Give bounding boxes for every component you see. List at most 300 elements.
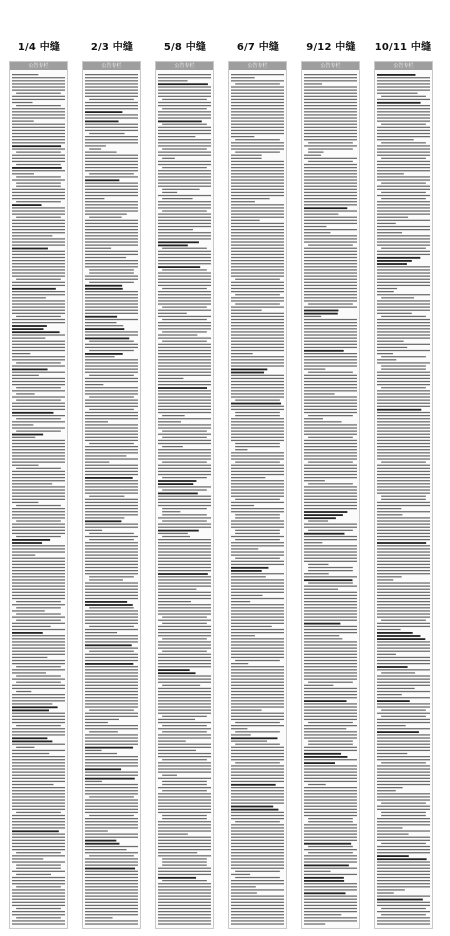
ad-text-line [381, 462, 426, 463]
ad-text-line [377, 920, 430, 921]
ad-text-line [158, 744, 211, 745]
ad-text-line [304, 204, 357, 205]
ad-text-line [16, 601, 61, 602]
ad-text-line [158, 403, 211, 404]
ad-text-line [85, 356, 115, 357]
ad-text-line [231, 911, 284, 912]
ad-text-line [231, 592, 284, 593]
ad-text-line [89, 99, 134, 100]
ad-text-line [304, 412, 357, 413]
ad-text-line [377, 266, 430, 267]
ad-text-line [158, 542, 211, 543]
ad-text-line [12, 300, 65, 301]
ad-text-line [12, 834, 65, 835]
ad-text-line [377, 310, 430, 311]
ad-text-line [85, 458, 138, 459]
ad-text-line [85, 300, 138, 301]
ad-text-line [158, 322, 211, 323]
ad-text-line [304, 536, 357, 537]
ad-heading-line [158, 877, 196, 879]
ad-text-line [12, 796, 65, 797]
ad-text-line [85, 648, 138, 649]
ad-text-line [304, 446, 357, 447]
ad-text-line [158, 80, 188, 81]
ad-text-line [377, 279, 430, 280]
ad-text-line [304, 781, 357, 782]
ad-text-line [85, 310, 138, 311]
ad-text-line [304, 192, 357, 193]
ad-text-line [231, 635, 255, 636]
ad-text-line [12, 744, 65, 745]
ad-text-line [377, 756, 430, 757]
ad-text-line [377, 86, 430, 87]
ad-text-line [85, 762, 138, 763]
ad-text-line [158, 465, 211, 466]
ad-text-line [85, 657, 138, 658]
ad-text-line [377, 452, 430, 453]
ad-text-line [162, 880, 207, 881]
ad-text-line [304, 539, 357, 540]
ad-text-line [377, 291, 394, 292]
strip-text-body [158, 72, 211, 926]
ad-text-line [231, 849, 284, 850]
ad-text-line [12, 229, 65, 230]
ad-text-line [231, 719, 284, 720]
ad-text-line [304, 105, 357, 106]
ad-text-line [158, 570, 211, 571]
ad-text-line [12, 263, 65, 264]
ad-text-line [231, 524, 284, 525]
ad-text-line [158, 207, 211, 208]
ad-heading-line [304, 892, 346, 894]
ad-text-line [231, 582, 284, 583]
ad-text-line [304, 375, 357, 376]
gutter-strip-6-7[interactable] [228, 61, 287, 929]
ad-text-line [231, 362, 284, 363]
ad-text-line [231, 710, 262, 711]
ad-text-line [12, 303, 65, 304]
ad-heading-line [12, 539, 50, 541]
ad-text-line [12, 266, 65, 267]
ad-text-line [85, 880, 138, 881]
ad-text-line [85, 899, 138, 900]
gutter-strip-9-12[interactable] [301, 61, 360, 929]
ad-text-line [377, 443, 430, 444]
ad-text-line [158, 533, 188, 534]
ad-text-line [304, 300, 357, 301]
ad-text-line [304, 840, 357, 841]
ad-heading-line [85, 868, 135, 870]
ad-text-line [12, 567, 65, 568]
ad-text-line [377, 489, 430, 490]
ad-text-line [377, 821, 430, 822]
ad-text-line [231, 458, 284, 459]
ad-text-line [231, 179, 284, 180]
ad-text-line [158, 849, 211, 850]
ad-heading-line [377, 858, 427, 860]
ad-text-line [85, 372, 138, 373]
ad-text-line [158, 799, 211, 800]
ad-text-line [12, 378, 65, 379]
ad-text-line [304, 387, 357, 388]
ad-text-line [304, 179, 357, 180]
ad-heading-line [85, 843, 119, 845]
ad-text-line [158, 325, 211, 326]
ad-text-line [162, 489, 207, 490]
ad-text-line [158, 142, 211, 143]
ad-text-line [85, 737, 138, 738]
ad-text-line [12, 489, 65, 490]
ad-text-line [85, 424, 138, 425]
ad-text-line [304, 728, 346, 729]
ad-text-line [304, 241, 357, 242]
ad-text-line [85, 412, 138, 413]
ad-text-line [158, 170, 211, 171]
ad-text-line [85, 886, 138, 887]
ad-text-line [304, 381, 357, 382]
ad-text-line [12, 806, 65, 807]
ad-text-line [377, 155, 430, 156]
ad-heading-line [304, 756, 347, 758]
ad-text-line [231, 548, 258, 549]
ad-text-line [162, 725, 207, 726]
ad-text-line [12, 598, 65, 599]
ad-text-line [377, 607, 430, 608]
ad-text-line [12, 114, 65, 115]
ad-text-line [12, 257, 65, 258]
ad-text-line [12, 142, 65, 143]
ad-text-line [377, 641, 430, 642]
ad-text-line [235, 722, 280, 723]
ad-text-line [231, 105, 284, 106]
ad-text-line [12, 762, 65, 763]
ad-text-line [235, 530, 280, 531]
ad-text-line [231, 465, 284, 466]
ad-text-line [304, 158, 357, 159]
ad-text-line [12, 809, 65, 810]
ad-text-line [12, 586, 65, 587]
ad-text-line [85, 90, 138, 91]
ad-text-line [158, 874, 211, 875]
ad-text-line [304, 378, 357, 379]
ad-heading-line [231, 567, 268, 569]
ad-text-line [304, 201, 357, 202]
ad-text-line [158, 517, 211, 518]
ad-text-line [158, 455, 211, 456]
ad-heading-line [85, 121, 119, 123]
ad-text-line [231, 331, 284, 332]
ad-text-line [231, 353, 253, 354]
ad-text-line [304, 629, 357, 630]
ad-text-line [231, 610, 284, 611]
ad-text-line [85, 744, 138, 745]
ad-text-line [377, 790, 396, 791]
ad-text-line [231, 607, 284, 608]
ad-text-line [85, 632, 117, 633]
ad-heading-line [158, 669, 190, 671]
ad-text-line [231, 80, 284, 81]
column-header-2-3: 2/3 中缝 [90, 42, 134, 53]
ad-text-line [304, 669, 357, 670]
ad-text-line [85, 384, 103, 385]
ad-text-line [12, 592, 65, 593]
ad-text-line [304, 635, 339, 636]
ad-text-line [12, 688, 65, 689]
ad-text-line [235, 139, 280, 140]
ad-text-line [377, 561, 430, 562]
ad-text-line [85, 238, 138, 239]
ad-text-line [231, 799, 284, 800]
ad-text-line [304, 542, 322, 543]
ad-text-line [308, 570, 353, 571]
ad-text-line [235, 443, 280, 444]
ad-text-line [16, 468, 61, 469]
ad-text-line [12, 700, 65, 701]
ad-text-line [12, 83, 65, 84]
ad-text-line [231, 77, 255, 78]
ad-text-line [162, 341, 207, 342]
ad-text-line [231, 285, 284, 286]
ad-text-line [12, 111, 65, 112]
ad-text-line [85, 536, 138, 537]
ad-text-line [231, 145, 284, 146]
ad-text-line [377, 598, 430, 599]
ad-text-line [377, 781, 430, 782]
gutter-strip-5-8[interactable] [155, 61, 214, 929]
ad-text-line [231, 768, 284, 769]
ad-text-line [377, 269, 430, 270]
strip-title: 公告专栏 [83, 62, 140, 70]
ad-text-line [231, 427, 284, 428]
ad-text-line [377, 772, 430, 773]
ad-text-line [231, 238, 284, 239]
ad-text-line [12, 396, 65, 397]
ad-text-line [158, 375, 211, 376]
ad-text-line [89, 796, 134, 797]
ad-text-line [381, 815, 426, 816]
ad-text-line [158, 551, 211, 552]
ad-text-line [12, 923, 65, 924]
ad-text-line [85, 468, 138, 469]
ad-text-line [85, 158, 138, 159]
ad-text-line [85, 421, 108, 422]
ad-text-line [235, 294, 280, 295]
ad-text-line [377, 421, 430, 422]
ad-text-line [12, 409, 65, 410]
ad-text-line [158, 254, 211, 255]
ad-text-line [304, 217, 357, 218]
ad-text-line [231, 133, 284, 134]
ad-heading-line [158, 387, 207, 389]
ad-text-line [12, 793, 65, 794]
ad-text-line [158, 558, 211, 559]
ad-text-line [304, 133, 357, 134]
ad-text-line [16, 747, 34, 748]
ad-text-line [231, 669, 284, 670]
ad-text-line [158, 821, 211, 822]
ad-text-line [12, 728, 65, 729]
ad-text-line [231, 855, 284, 856]
ad-heading-line [12, 542, 42, 544]
ad-text-line [12, 604, 65, 605]
ad-text-line [16, 183, 61, 184]
ad-text-line [12, 74, 38, 75]
gutter-strip-2-3[interactable] [82, 61, 141, 929]
ad-text-line [158, 223, 211, 224]
ad-text-line [231, 747, 284, 748]
ad-text-line [85, 462, 109, 463]
ad-text-line [85, 220, 138, 221]
ad-text-line [12, 545, 65, 546]
ad-text-line [158, 263, 211, 264]
ad-text-line [158, 393, 211, 394]
ad-text-line [158, 806, 211, 807]
ad-text-line [158, 164, 211, 165]
ad-text-line [158, 424, 211, 425]
ad-text-line [12, 285, 65, 286]
ad-text-line [304, 254, 357, 255]
ad-text-line [304, 493, 357, 494]
ad-text-line [158, 328, 211, 329]
ad-text-line [12, 452, 65, 453]
ad-text-line [16, 852, 61, 853]
ad-text-line [308, 821, 353, 822]
ad-text-line [12, 372, 65, 373]
ad-text-line [158, 613, 211, 614]
ad-text-line [235, 660, 280, 661]
ad-text-line [85, 493, 138, 494]
ad-text-line [158, 920, 211, 921]
ad-text-line [162, 167, 207, 168]
ad-text-line [377, 480, 430, 481]
ad-text-line [304, 282, 357, 283]
ad-text-line [377, 186, 430, 187]
ad-text-line [12, 443, 65, 444]
ad-text-line [304, 586, 357, 587]
ad-text-line [377, 697, 430, 698]
ad-text-line [304, 598, 357, 599]
ad-text-line [377, 570, 430, 571]
ad-text-line [231, 406, 284, 407]
ad-text-line [85, 883, 138, 884]
ad-heading-line [85, 747, 133, 749]
ad-text-line [381, 843, 426, 844]
ad-text-line [12, 753, 49, 754]
ad-heading-line [304, 514, 343, 516]
ad-text-line [231, 706, 284, 707]
ad-text-line [85, 635, 138, 636]
ad-text-line [16, 886, 61, 887]
ad-heading-line [12, 331, 60, 333]
ad-text-line [377, 139, 414, 140]
ad-text-line [12, 815, 65, 816]
ad-text-line [377, 877, 430, 878]
ad-text-line [381, 192, 426, 193]
ad-text-line [231, 595, 263, 596]
ad-text-line [231, 381, 284, 382]
ad-text-line [85, 753, 117, 754]
ad-text-line [85, 93, 138, 94]
ad-text-line [304, 812, 357, 813]
ad-text-line [12, 644, 65, 645]
ad-text-line [377, 303, 430, 304]
ad-text-line [158, 369, 211, 370]
ad-text-line [16, 201, 61, 202]
gutter-strip-1-4[interactable] [9, 61, 68, 929]
ad-text-line [231, 896, 284, 897]
ad-text-line [231, 778, 284, 779]
ad-text-line [304, 775, 357, 776]
ad-text-line [85, 108, 138, 109]
ad-text-line [12, 90, 65, 91]
ad-text-line [377, 375, 430, 376]
ad-text-line [231, 396, 284, 397]
ad-text-line [158, 750, 196, 751]
ad-heading-line [85, 111, 122, 113]
ad-text-line [12, 685, 65, 686]
ad-text-line [377, 923, 430, 924]
ad-text-line [304, 403, 357, 404]
ad-text-line [381, 297, 414, 298]
ad-text-line [304, 685, 333, 686]
ad-text-line [377, 152, 430, 153]
text-lines [231, 72, 284, 926]
ad-text-line [304, 641, 357, 642]
ad-text-line [12, 787, 65, 788]
ad-text-line [231, 725, 284, 726]
ad-text-line [377, 440, 430, 441]
ad-text-line [231, 111, 284, 112]
strip-text-body [377, 72, 430, 926]
ad-text-line [158, 827, 211, 828]
ad-text-line [162, 818, 207, 819]
ad-text-line [85, 347, 138, 348]
ad-text-line [12, 276, 65, 277]
ad-text-line [12, 356, 65, 357]
ad-text-line [85, 666, 138, 667]
ad-text-line [231, 830, 284, 831]
ad-text-line [12, 508, 65, 509]
ad-text-line [304, 778, 357, 779]
ad-text-line [304, 827, 357, 828]
ad-text-line [377, 675, 430, 676]
ad-text-line [381, 716, 426, 717]
ad-text-line [12, 697, 65, 698]
ad-text-line [12, 359, 65, 360]
ad-text-line [12, 210, 65, 211]
ad-text-line [231, 818, 284, 819]
ad-text-line [89, 651, 134, 652]
ad-text-line [377, 896, 430, 897]
ad-text-line [158, 700, 211, 701]
ad-text-line [158, 443, 211, 444]
ad-heading-line [85, 604, 133, 606]
ad-text-line [85, 257, 126, 258]
ad-text-line [158, 362, 211, 363]
ad-text-line [158, 260, 211, 261]
ad-text-line [231, 886, 256, 887]
gutter-strip-10-11[interactable] [374, 61, 433, 929]
ad-text-line [231, 260, 284, 261]
ad-text-line [377, 871, 430, 872]
ad-text-line [304, 675, 357, 676]
ad-text-line [85, 229, 138, 230]
ad-heading-line [12, 710, 49, 712]
ad-text-line [158, 899, 211, 900]
ad-text-line [231, 186, 284, 187]
ad-text-line [158, 74, 211, 75]
ad-text-line [85, 431, 138, 432]
